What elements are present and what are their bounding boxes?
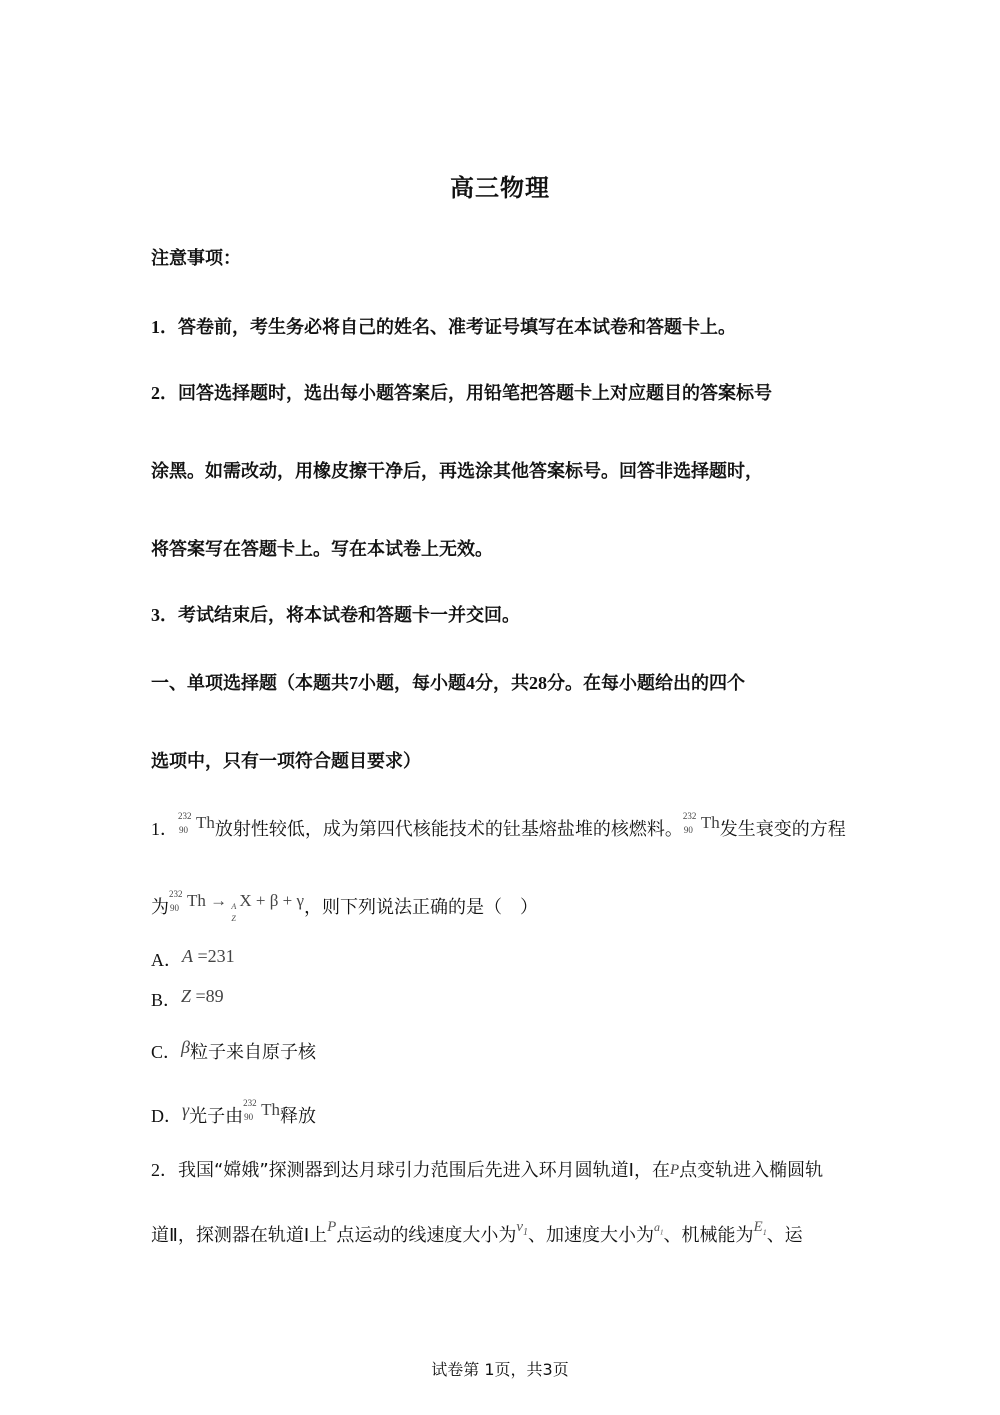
notice-item-2-line-2: 涂黑。如需改动，用橡皮擦干净后，再选涂其他答案标号。回答非选择题时， xyxy=(151,461,763,482)
question-1-line-1: 1． 232 90 Th放射性较低，成为第四代核能技术的钍基熔盐堆的核燃料。 232 90 Th发生衰变的方程 xyxy=(151,810,846,840)
notice-item-2-line-3: 将答案写在答题卡上。写在本试卷上无效。 xyxy=(151,539,493,560)
option-c[interactable]: C．β粒子来自原子核 xyxy=(151,1037,316,1063)
question-2-line-2: 道Ⅱ，探测器在轨道Ⅰ上$^P$点运动的线速度大小为$^{v_1}$、加速度大小为$^{a_1}$、机械能为$^{E_1}$、运 xyxy=(151,1219,803,1246)
page-footer: 试卷第 1页，共3页 xyxy=(431,1360,569,1379)
page-title: 高三物理 xyxy=(450,174,550,202)
thorium-nuclide: 232 90 Th xyxy=(682,810,720,835)
notice-item-1: 1．答卷前，考生务必将自己的姓名、准考证号填写在本试卷和答题卡上。 xyxy=(151,317,736,338)
question-2-line-1: 2．我国“嫦娥”探测器到达月球引力范围后先进入环月圆轨道Ⅰ，在P点变轨进入椭圆轨 xyxy=(151,1160,824,1181)
thorium-nuclide: 232 90 Th xyxy=(243,1097,280,1122)
option-d[interactable]: D．γ光子由 232 90 Th释放 xyxy=(151,1097,316,1127)
decay-equation: 232 90 Th → A Z X + β + γ xyxy=(169,888,305,923)
option-b[interactable]: B．Z =89 xyxy=(151,986,224,1010)
section-1-heading-line-2: 选项中，只有一项符合题目要求） xyxy=(151,751,421,772)
option-a[interactable]: A．A =231 xyxy=(151,946,235,970)
section-1-heading-line-1: 一、单项选择题（本题共7小题，每小题4分，共28分。在每小题给出的四个 xyxy=(151,673,745,694)
notice-heading: 注意事项： xyxy=(151,248,241,269)
notice-item-3: 3．考试结束后，将本试卷和答题卡一并交回。 xyxy=(151,605,520,626)
question-1-line-2: 为 232 90 Th → A Z X + β + γ，则下列说法正确的是（ ） xyxy=(151,888,539,923)
thorium-nuclide: 232 90 Th xyxy=(178,810,215,835)
notice-item-2-line-1: 2．回答选择题时，选出每小题答案后，用铅笔把答题卡上对应题目的答案标号 xyxy=(151,383,772,404)
